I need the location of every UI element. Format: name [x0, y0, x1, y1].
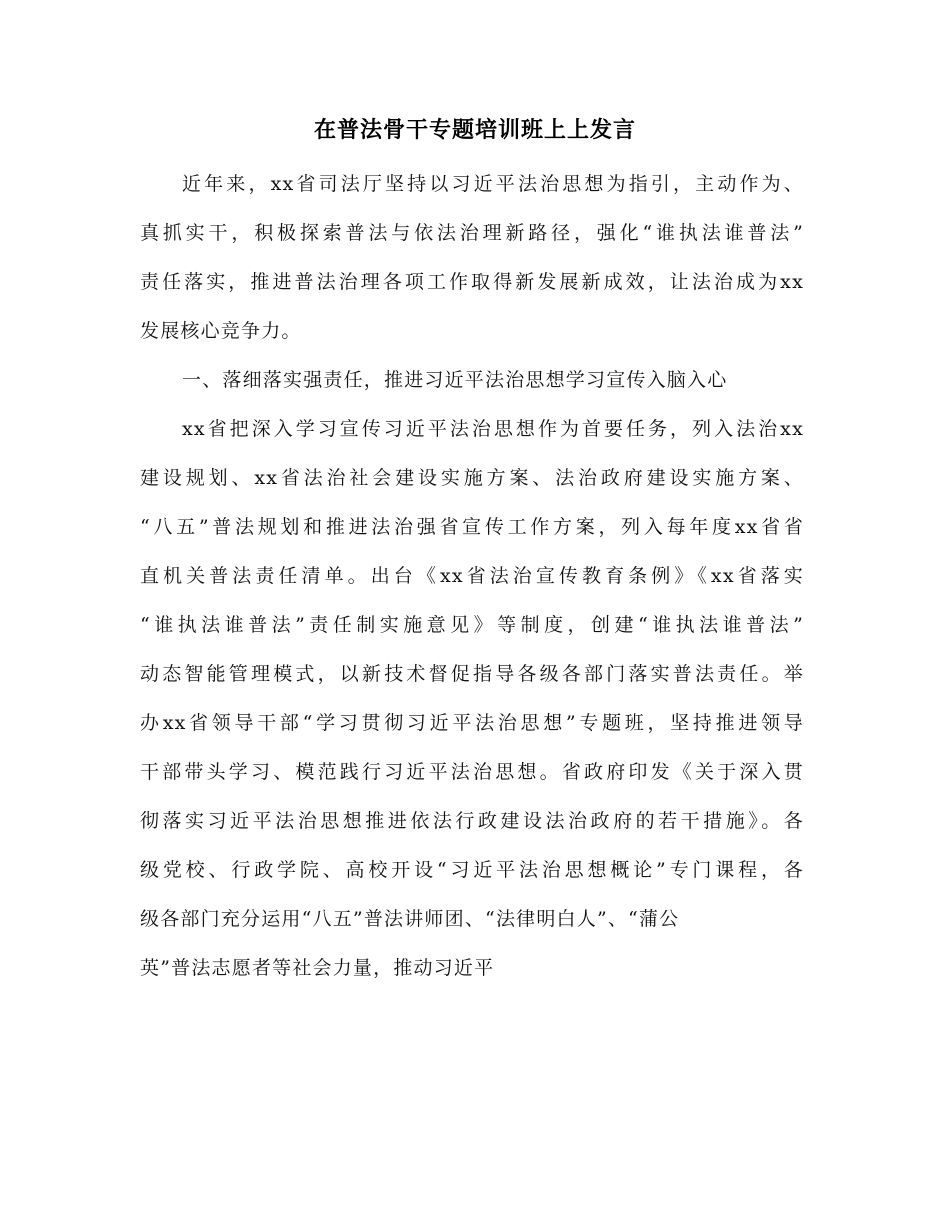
- document-title: 在普法骨干专题培训班上上发言: [313, 117, 636, 143]
- paragraph-line: 责任落实，推进普法治理各项工作取得新发展新成效，让法治成为xx: [140, 271, 804, 293]
- document-body: [140, 160, 804, 993]
- paragraph-line: 级各部门充分运用“八五”普法讲师团、“法律明白人”、“蒲公: [140, 908, 680, 930]
- paragraph-line: 近年来，xx省司法厅坚持以习近平法治思想为指引，主动作为、: [182, 173, 804, 195]
- paragraph-line: 彻落实习近平法治思想推进依法行政建设法治政府的若干措施》。各: [140, 810, 804, 832]
- paragraph-line: 发展核心竞争力。: [140, 320, 302, 342]
- paragraph-line: “谁执法谁普法”责任制实施意见》等制度，创建“谁执法谁普法”: [140, 614, 804, 636]
- paragraph-line: 动态智能管理模式，以新技术督促指导各级各部门落实普法责任。举: [140, 663, 804, 685]
- paragraph-line: 级党校、行政学院、高校开设“习近平法治思想概论”专门课程，各: [140, 859, 804, 881]
- paragraph-line: xx省把深入学习宣传习近平法治思想作为首要任务，列入法治xx: [182, 418, 804, 440]
- paragraph-line: “八五”普法规划和推进法治强省宣传工作方案，列入每年度xx省省: [140, 516, 804, 538]
- paragraph-line: 建设规划、xx省法治社会建设实施方案、法治政府建设实施方案、: [140, 467, 804, 489]
- paragraph-line: 干部带头学习、模范践行习近平法治思想。省政府印发《关于深入贯: [140, 761, 804, 783]
- paragraph-line: 直机关普法责任清单。出台《xx省法治宣传教育条例》《xx省落实: [140, 565, 804, 587]
- section-heading: 一、落细落实强责任，推进习近平法治思想学习宣传入脑入心: [182, 369, 728, 391]
- paragraph-line: 真抓实干，积极探索普法与依法治理新路径，强化“谁执法谁普法”: [140, 222, 804, 244]
- paragraph-line: 英”普法志愿者等社会力量，推动习近平: [140, 957, 495, 979]
- paragraph-line: 办xx省领导干部“学习贯彻习近平法治思想”专题班，坚持推进领导: [140, 712, 804, 734]
